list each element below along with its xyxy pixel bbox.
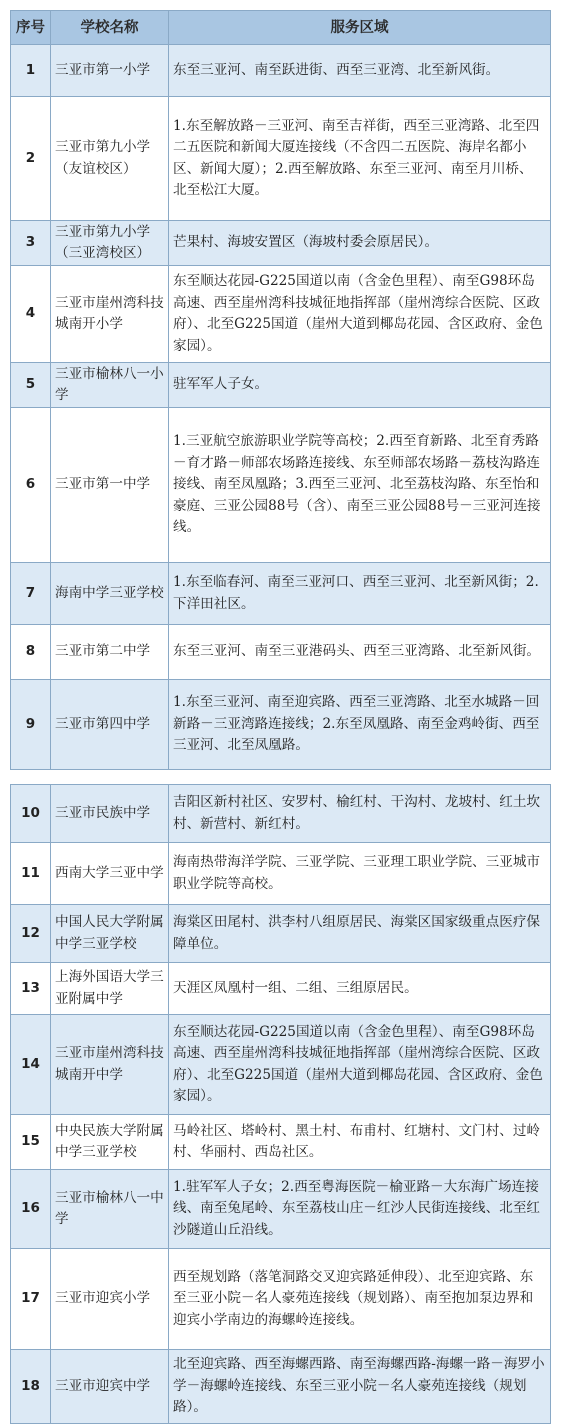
row-service-area: 1.驻军军人子女；2.西至粤海医院－榆亚路－大东海广场连接线、南至兔尾岭、东至荔枝山庄－红沙人民街连接线、北至红沙隧道山丘沿线。 (169, 1170, 551, 1249)
row-no: 1 (11, 45, 51, 97)
row-school-name: 三亚市第四中学 (51, 680, 169, 770)
row-service-area: 北至迎宾路、西至海螺西路、南至海螺西路-海螺一路－海罗小学－海螺岭连接线、东至三亚小院－名人豪苑连接线（规划路）。 (169, 1350, 551, 1424)
table-row (11, 1249, 551, 1350)
row-no: 17 (11, 1249, 51, 1350)
row-service-area: 1.东至解放路－三亚河、南至吉祥街，西至三亚湾路、北至四二五医院和新闻大厦连接线（不含四二五医院、海岸名都小区、新闻大厦）；2.西至解放路、东至三亚河、南至月川桥、北至松江大厦。 (169, 97, 551, 221)
table-row (11, 905, 551, 963)
row-no: 14 (11, 1015, 51, 1115)
table-row (11, 843, 551, 905)
row-school-name: 上海外国语大学三亚附属中学 (51, 963, 169, 1015)
row-service-area: 东至三亚河、南至跃进街、西至三亚湾、北至新风街。 (169, 45, 551, 97)
row-no: 13 (11, 963, 51, 1015)
table-row (11, 785, 551, 843)
row-no: 3 (11, 221, 51, 266)
school-table-part-1 (10, 10, 551, 770)
row-service-area: 天涯区凤凰村一组、二组、三组原居民。 (169, 963, 551, 1015)
row-service-area: 驻军军人子女。 (169, 363, 551, 408)
row-service-area: 东至顺达花园-G225国道以南（含金色里程）、南至G98环岛高速、西至崖州湾科技城征地指挥部（崖州湾综合医院、区政府）、北至G225国道（崖州大道到椰岛花园、含区政府、金色家园）。 (169, 1015, 551, 1115)
row-school-name: 三亚市榆林八一小学 (51, 363, 169, 408)
row-service-area: 东至顺达花园-G225国道以南（含金色里程）、南至G98环岛高速、西至崖州湾科技城征地指挥部（崖州湾综合医院、区政府）、北至G225国道（崖州大道到椰岛花园、含区政府、金色家园）。 (169, 266, 551, 363)
header-area: 服务区域 (169, 11, 551, 45)
row-school-name: 三亚市民族中学 (51, 785, 169, 843)
table-row (11, 45, 551, 97)
row-no: 6 (11, 408, 51, 563)
row-service-area: 海南热带海洋学院、三亚学院、三亚理工职业学院、三亚城市职业学院等高校。 (169, 843, 551, 905)
row-school-name: 三亚市第一中学 (51, 408, 169, 563)
table-row (11, 625, 551, 680)
header-no: 序号 (11, 11, 51, 45)
table-row (11, 1350, 551, 1424)
table-row (11, 1170, 551, 1249)
row-no: 10 (11, 785, 51, 843)
row-school-name: 三亚市第一小学 (51, 45, 169, 97)
row-no: 2 (11, 97, 51, 221)
table-header-row (11, 11, 551, 45)
row-no: 4 (11, 266, 51, 363)
table-row (11, 363, 551, 408)
row-service-area: 海棠区田尾村、洪李村八组原居民、海棠区国家级重点医疗保障单位。 (169, 905, 551, 963)
row-no: 5 (11, 363, 51, 408)
row-service-area: 马岭社区、塔岭村、黑土村、布甫村、红塘村、文门村、过岭村、华丽村、西岛社区。 (169, 1115, 551, 1170)
table-row (11, 1115, 551, 1170)
row-school-name: 三亚市第九小学（三亚湾校区） (51, 221, 169, 266)
row-no: 18 (11, 1350, 51, 1424)
row-school-name: 三亚市崖州湾科技城南开小学 (51, 266, 169, 363)
row-service-area: 1.东至临春河、南至三亚河口、西至三亚河、北至新风街；2.下洋田社区。 (169, 563, 551, 625)
table-row (11, 680, 551, 770)
row-service-area: 吉阳区新村社区、安罗村、榆红村、干沟村、龙坡村、红土坎村、新营村、新红村。 (169, 785, 551, 843)
row-school-name: 海南中学三亚学校 (51, 563, 169, 625)
table-row (11, 408, 551, 563)
row-school-name: 三亚市迎宾中学 (51, 1350, 169, 1424)
row-school-name: 三亚市榆林八一中学 (51, 1170, 169, 1249)
school-table-part-2 (10, 784, 551, 1424)
row-service-area: 芒果村、海坡安置区（海坡村委会原居民）。 (169, 221, 551, 266)
row-service-area: 西至规划路（落笔洞路交叉迎宾路延伸段）、北至迎宾路、东至三亚小院－名人豪苑连接线（规划路）、南至抱加泵边界和迎宾小学南边的海螺岭连接线。 (169, 1249, 551, 1350)
row-school-name: 三亚市崖州湾科技城南开中学 (51, 1015, 169, 1115)
row-school-name: 三亚市第九小学（友谊校区） (51, 97, 169, 221)
row-school-name: 西南大学三亚中学 (51, 843, 169, 905)
row-school-name: 中央民族大学附属中学三亚学校 (51, 1115, 169, 1170)
table-row (11, 563, 551, 625)
row-no: 8 (11, 625, 51, 680)
header-name: 学校名称 (51, 11, 169, 45)
row-school-name: 中国人民大学附属中学三亚学校 (51, 905, 169, 963)
row-service-area: 东至三亚河、南至三亚港码头、西至三亚湾路、北至新风街。 (169, 625, 551, 680)
table-row (11, 266, 551, 363)
row-service-area: 1.东至三亚河、南至迎宾路、西至三亚湾路、北至水城路－回新路－三亚湾路连接线；2.东至凤凰路、南至金鸡岭街、西至三亚河、北至凤凰路。 (169, 680, 551, 770)
table-row (11, 97, 551, 221)
row-no: 9 (11, 680, 51, 770)
row-service-area: 1.三亚航空旅游职业学院等高校；2.西至育新路、北至育秀路－育才路－师部农场路连接线、东至师部农场路－荔枝沟路连接线、南至凤凰路；3.西至三亚河、北至荔枝沟路、东至怡和豪庭、三亚公园88号（含）、南至三亚公园88号－三亚河连接线。 (169, 408, 551, 563)
table-row (11, 221, 551, 266)
row-no: 16 (11, 1170, 51, 1249)
table-row (11, 963, 551, 1015)
row-no: 7 (11, 563, 51, 625)
table-row (11, 1015, 551, 1115)
row-school-name: 三亚市第二中学 (51, 625, 169, 680)
row-no: 15 (11, 1115, 51, 1170)
row-no: 12 (11, 905, 51, 963)
row-school-name: 三亚市迎宾小学 (51, 1249, 169, 1350)
row-no: 11 (11, 843, 51, 905)
